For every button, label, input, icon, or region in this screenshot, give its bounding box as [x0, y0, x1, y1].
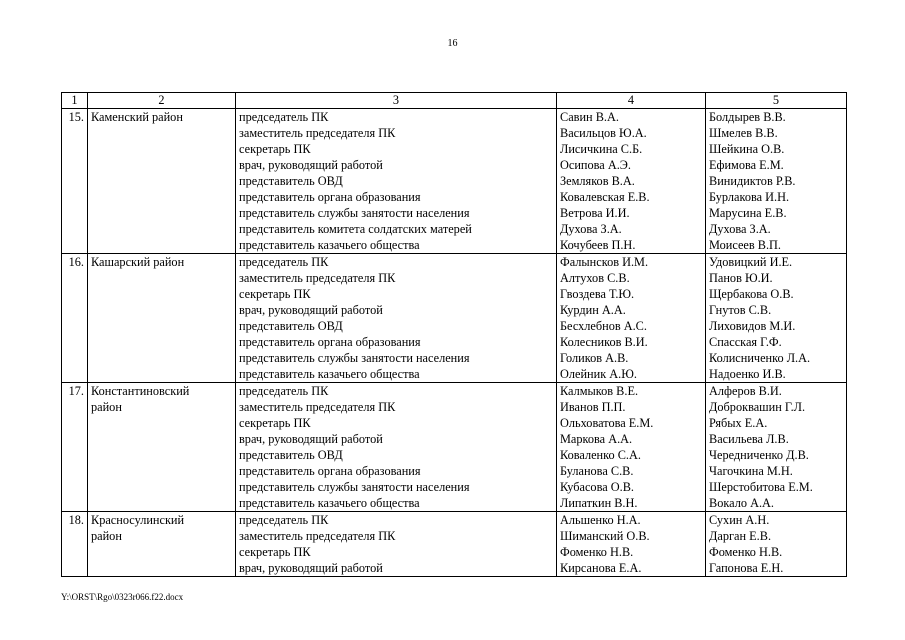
member-name-line: Буланова С.В.	[560, 464, 634, 478]
district-name-line: район	[91, 400, 122, 414]
member-name-line: Колесников В.И.	[560, 335, 648, 349]
reserve-name-line: Колисниченко Л.А.	[709, 351, 811, 365]
member-name-line: Кубасова О.В.	[560, 480, 634, 494]
role-line: врач, руководящий работой	[239, 158, 383, 172]
row-number: 15.	[62, 109, 88, 254]
table-header-row	[62, 93, 847, 109]
reserve-name-line: Рябых Е.А.	[709, 416, 768, 430]
reserve-name-line: Гнутов С.В.	[709, 303, 772, 317]
reserve-name-line: Духова З.А.	[709, 222, 771, 236]
reserve-name-line: Спасская Г.Ф.	[709, 335, 782, 349]
reserve-name-line: Лиховидов М.И.	[709, 319, 796, 333]
member-name-line: Курдин А.А.	[560, 303, 626, 317]
member-name-line: Осипова А.Э.	[560, 158, 631, 172]
role-line: представитель органа образования	[239, 464, 421, 478]
members-cell	[557, 383, 706, 512]
reserve-name-line: Чагочкина М.Н.	[709, 464, 793, 478]
table-row	[62, 254, 847, 383]
member-name-line: Иванов П.П.	[560, 400, 626, 414]
roles-cell	[236, 254, 557, 383]
role-line: представитель органа образования	[239, 190, 421, 204]
reserve-name-line: Марусина Е.В.	[709, 206, 787, 220]
reserve-name-line: Шмелев В.В.	[709, 126, 778, 140]
reserve-name-line: Болдырев В.В.	[709, 110, 786, 124]
roles-cell	[236, 383, 557, 512]
table-row	[62, 512, 847, 577]
district-name-line: Каменский район	[91, 110, 183, 124]
header-col-1: 1	[62, 93, 88, 109]
reserve-name-line: Гапонова Е.Н.	[709, 561, 784, 575]
district-cell	[88, 512, 236, 577]
member-name-line: Савин В.А.	[560, 110, 619, 124]
reserve-name-line: Бурлакова И.Н.	[709, 190, 790, 204]
member-name-line: Шиманский О.В.	[560, 529, 650, 543]
row-number: 17.	[62, 383, 88, 512]
member-name-line: Кочубеев П.Н.	[560, 238, 636, 252]
role-line: врач, руководящий работой	[239, 303, 383, 317]
reserve-name-line: Шерстобитова Е.М.	[709, 480, 813, 494]
table-row	[62, 109, 847, 254]
reserve-cell	[706, 109, 847, 254]
reserve-cell	[706, 383, 847, 512]
member-name-line: Калмыков В.Е.	[560, 384, 639, 398]
reserve-name-line: Удовицкий И.Е.	[709, 255, 793, 269]
reserve-name-line: Вокало А.А.	[709, 496, 774, 510]
page-number: 16	[447, 38, 458, 49]
member-name-line: Олейник А.Ю.	[560, 367, 637, 381]
member-name-line: Фалынсков И.М.	[560, 255, 649, 269]
member-name-line: Маркова А.А.	[560, 432, 633, 446]
role-line: представитель ОВД	[239, 448, 343, 462]
header-col-5: 5	[706, 93, 847, 109]
role-line: председатель ПК	[239, 384, 329, 398]
members-cell	[557, 254, 706, 383]
member-name-line: Ковалевская Е.В.	[560, 190, 650, 204]
role-line: представитель казачьего общества	[239, 496, 420, 510]
reserve-name-line: Васильева Л.В.	[709, 432, 789, 446]
role-line: представитель ОВД	[239, 319, 343, 333]
header-col-2: 2	[88, 93, 236, 109]
member-name-line: Коваленко С.А.	[560, 448, 641, 462]
role-line: секретарь ПК	[239, 545, 311, 559]
member-name-line: Бесхлебнов А.С.	[560, 319, 647, 333]
roles-cell	[236, 109, 557, 254]
district-cell	[88, 383, 236, 512]
role-line: заместитель председателя ПК	[239, 126, 396, 140]
members-cell	[557, 512, 706, 577]
member-name-line: Ольховатова Е.М.	[560, 416, 654, 430]
member-name-line: Ветрова И.И.	[560, 206, 630, 220]
file-path-footer: Y:\ORST\Rgo\0323r066.f22.docx	[61, 592, 184, 602]
reserve-name-line: Доброквашин Г.Л.	[709, 400, 806, 414]
member-name-line: Алтухов С.В.	[560, 271, 630, 285]
role-line: представитель службы занятости населения	[239, 206, 470, 220]
role-line: представитель службы занятости населения	[239, 351, 470, 365]
role-line: секретарь ПК	[239, 287, 311, 301]
row-number: 18.	[62, 512, 88, 577]
district-name-line: Кашарский район	[91, 255, 185, 269]
role-line: представитель казачьего общества	[239, 367, 420, 381]
reserve-name-line: Сухин А.Н.	[709, 513, 770, 527]
member-name-line: Кирсанова Е.А.	[560, 561, 642, 575]
role-line: председатель ПК	[239, 513, 329, 527]
table-row	[62, 383, 847, 512]
header-col-3: 3	[236, 93, 557, 109]
role-line: заместитель председателя ПК	[239, 400, 396, 414]
reserve-cell	[706, 254, 847, 383]
role-line: секретарь ПК	[239, 142, 311, 156]
reserve-name-line: Фоменко Н.В.	[709, 545, 783, 559]
role-line: врач, руководящий работой	[239, 432, 383, 446]
member-name-line: Духова З.А.	[560, 222, 622, 236]
district-name-line: Красносулинский	[91, 513, 185, 527]
role-line: представитель службы занятости населения	[239, 480, 470, 494]
members-cell	[557, 109, 706, 254]
reserve-cell	[706, 512, 847, 577]
reserve-name-line: Чередниченко Д.В.	[709, 448, 809, 462]
member-name-line: Земляков В.А.	[560, 174, 635, 188]
member-name-line: Голиков А.В.	[560, 351, 629, 365]
role-line: врач, руководящий работой	[239, 561, 383, 575]
member-name-line: Гвоздева Т.Ю.	[560, 287, 635, 301]
role-line: секретарь ПК	[239, 416, 311, 430]
commission-table	[61, 92, 847, 577]
row-number: 16.	[62, 254, 88, 383]
district-cell	[88, 254, 236, 383]
reserve-name-line: Панов Ю.И.	[709, 271, 773, 285]
role-line: представитель ОВД	[239, 174, 343, 188]
reserve-name-line: Ефимова Е.М.	[709, 158, 784, 172]
role-line: представитель органа образования	[239, 335, 421, 349]
member-name-line: Фоменко Н.В.	[560, 545, 634, 559]
role-line: заместитель председателя ПК	[239, 529, 396, 543]
member-name-line: Васильцов Ю.А.	[560, 126, 647, 140]
district-name-line: район	[91, 529, 122, 543]
member-name-line: Альшенко Н.А.	[560, 513, 641, 527]
roles-cell	[236, 512, 557, 577]
member-name-line: Лисичкина С.Б.	[560, 142, 643, 156]
reserve-name-line: Надоенко И.В.	[709, 367, 786, 381]
member-name-line: Липаткин В.Н.	[560, 496, 638, 510]
reserve-name-line: Шейкина О.В.	[709, 142, 785, 156]
role-line: председатель ПК	[239, 110, 329, 124]
district-cell	[88, 109, 236, 254]
reserve-name-line: Щербакова О.В.	[709, 287, 794, 301]
role-line: председатель ПК	[239, 255, 329, 269]
reserve-name-line: Винидиктов Р.В.	[709, 174, 796, 188]
role-line: заместитель председателя ПК	[239, 271, 396, 285]
reserve-name-line: Моисеев В.П.	[709, 238, 781, 252]
role-line: представитель комитета солдатских матерей	[239, 222, 472, 236]
role-line: представитель казачьего общества	[239, 238, 420, 252]
reserve-name-line: Дарган Е.В.	[709, 529, 772, 543]
reserve-name-line: Алферов В.И.	[709, 384, 782, 398]
district-name-line: Константиновский	[91, 384, 190, 398]
header-col-4: 4	[557, 93, 706, 109]
